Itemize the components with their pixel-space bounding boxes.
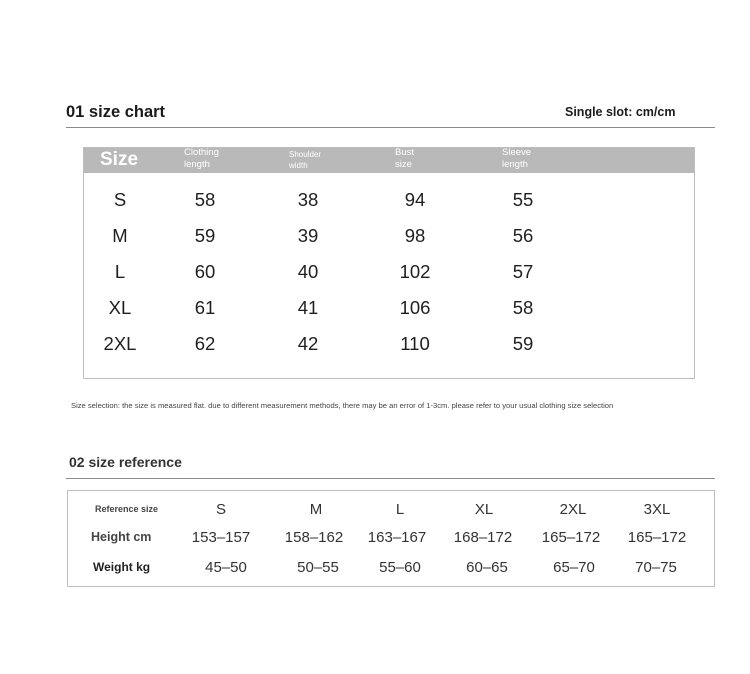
bust-cell: 106 xyxy=(399,297,431,318)
header-bust-size-line2: size xyxy=(395,159,412,170)
header-sleeve-length-line2: length xyxy=(502,159,528,170)
bust-cell: 94 xyxy=(404,189,426,210)
size-reference-table xyxy=(67,490,715,587)
sleeve-cell: 55 xyxy=(512,189,534,210)
height-cell: 165–172 xyxy=(627,529,687,546)
section-2-title: 02 size reference xyxy=(69,454,182,470)
weight-cell: 60–65 xyxy=(466,559,508,576)
reference-size-label: Reference size xyxy=(95,504,159,514)
length-cell: 62 xyxy=(194,333,216,354)
size-cell: XL xyxy=(108,297,132,318)
header-bust-size xyxy=(395,147,414,171)
height-cell: 163–167 xyxy=(367,529,427,546)
height-cell: 168–172 xyxy=(453,529,513,546)
size-chart-header xyxy=(84,148,694,173)
reference-size-cell: 3XL xyxy=(643,501,671,518)
height-cell: 158–162 xyxy=(284,529,344,546)
header-sleeve-length xyxy=(502,147,531,171)
reference-size-cell: 2XL xyxy=(559,501,587,518)
size-chart-table xyxy=(83,147,695,379)
size-cell: L xyxy=(114,261,126,282)
height-cell: 165–172 xyxy=(541,529,601,546)
shoulder-cell: 39 xyxy=(297,225,319,246)
reference-size-cell: L xyxy=(395,501,405,518)
weight-label: Weight kg xyxy=(93,560,151,574)
size-cell: S xyxy=(113,189,127,210)
bust-cell: 98 xyxy=(404,225,426,246)
unit-note: Single slot: cm/cm xyxy=(565,105,676,119)
shoulder-cell: 42 xyxy=(297,333,319,354)
reference-size-cell: M xyxy=(309,501,323,518)
length-cell: 60 xyxy=(194,261,216,282)
header-shoulder-width xyxy=(289,149,321,171)
header-clothing-length xyxy=(184,147,219,171)
length-cell: 59 xyxy=(194,225,216,246)
reference-size-cell: S xyxy=(215,501,226,518)
size-cell: 2XL xyxy=(103,333,137,354)
section-2-divider xyxy=(66,478,715,479)
shoulder-cell: 40 xyxy=(297,261,319,282)
size-cell: M xyxy=(112,225,128,246)
sleeve-cell: 59 xyxy=(512,333,534,354)
sleeve-cell: 58 xyxy=(512,297,534,318)
height-cell: 153–157 xyxy=(191,529,251,546)
weight-cell: 50–55 xyxy=(297,559,339,576)
weight-cell: 65–70 xyxy=(553,559,595,576)
sleeve-cell: 57 xyxy=(512,261,534,282)
sleeve-cell: 56 xyxy=(512,225,534,246)
section-1-title: 01 size chart xyxy=(66,103,166,121)
weight-cell: 45–50 xyxy=(205,559,247,576)
header-sleeve-length-line1: Sleeve xyxy=(502,147,532,158)
measurement-note: Size selection: the size is measured flat. due to different measurement methods, there may be an error of 1-3cm. please refer to your usual clothing size selection xyxy=(71,401,614,410)
header-shoulder-width-line1: Shoulder xyxy=(289,150,322,159)
weight-cell: 55–60 xyxy=(379,559,421,576)
header-size: Size xyxy=(100,149,139,170)
shoulder-cell: 41 xyxy=(297,297,319,318)
section-1-divider xyxy=(66,127,715,128)
header-clothing-length-line2: length xyxy=(184,159,210,170)
shoulder-cell: 38 xyxy=(297,189,319,210)
header-shoulder-width-line2: width xyxy=(289,161,308,170)
height-label: Height cm xyxy=(91,530,152,544)
bust-cell: 102 xyxy=(399,261,431,282)
weight-cell: 70–75 xyxy=(635,559,677,576)
length-cell: 61 xyxy=(194,297,216,318)
header-clothing-length-line1: Clothing xyxy=(184,147,219,158)
header-bust-size-line1: Bust xyxy=(395,147,415,158)
bust-cell: 110 xyxy=(400,333,430,354)
length-cell: 58 xyxy=(194,189,216,210)
reference-size-cell: XL xyxy=(474,501,494,518)
